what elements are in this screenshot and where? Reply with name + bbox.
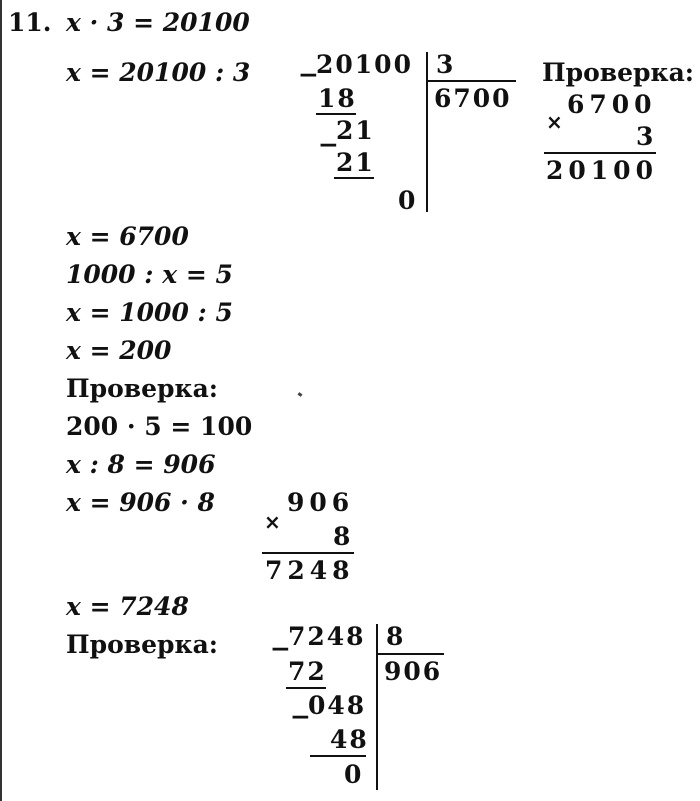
division2-step-3: 48 <box>330 725 369 754</box>
equation-line-9: x : 8 = 906 <box>66 450 216 479</box>
division1-vertical-bar <box>426 52 428 212</box>
equation-line-6: x = 200 <box>66 336 172 365</box>
check1-times-sign: × <box>546 110 563 134</box>
equation-line-11: x = 7248 <box>66 592 189 621</box>
division2-remainder: 0 <box>344 760 362 789</box>
division2-quotient-line <box>376 653 444 655</box>
check1-factor-2: 3 <box>636 122 654 151</box>
division1-minus-1: − <box>298 60 319 89</box>
division2-divisor: 8 <box>386 622 404 651</box>
equation-line-10: x = 906 · 8 <box>66 488 215 517</box>
check1-product: 20100 <box>546 156 658 185</box>
division1-minus-2: − <box>318 130 339 159</box>
mult2-product-line <box>262 552 354 554</box>
division1-underline-2 <box>334 177 374 179</box>
division2-step-1: 72 <box>288 657 327 686</box>
division1-dividend: 20100 <box>316 50 413 79</box>
equation-line-8: 200 · 5 = 100 <box>66 412 253 441</box>
equation-line-3: x = 6700 <box>66 222 189 251</box>
mult2-factor-2: 8 <box>333 522 351 551</box>
division2-minus-2: − <box>290 702 311 731</box>
division2-dividend: 7248 <box>288 622 366 651</box>
mult2-product: 7248 <box>265 556 355 585</box>
check1-factor-1: 6700 <box>567 90 657 119</box>
problem-number: 11. <box>8 8 52 37</box>
division2-step-2: 048 <box>308 691 367 720</box>
equation-line-5: x = 1000 : 5 <box>66 298 233 327</box>
check-label-2: Проверка: <box>66 630 219 659</box>
equation-line-1: x · 3 = 20100 <box>66 8 250 37</box>
mult2-factor-1: 906 <box>287 488 355 517</box>
division1-step-1: 18 <box>318 84 357 113</box>
division2-minus-1: − <box>270 634 291 663</box>
division1-quotient: 6700 <box>434 84 512 113</box>
division1-step-2: 21 <box>336 116 375 145</box>
check-label-1: Проверка: <box>66 374 219 403</box>
division2-underline-2 <box>310 755 366 757</box>
division2-underline-1 <box>286 687 326 689</box>
division1-remainder: 0 <box>398 186 416 215</box>
division1-divisor: 3 <box>436 50 454 79</box>
check1-label: Проверка: <box>542 58 695 87</box>
check1-product-line <box>544 152 656 154</box>
division1-quotient-line <box>426 80 516 82</box>
division2-vertical-bar <box>376 624 378 790</box>
stray-mark <box>298 392 303 397</box>
equation-line-4: 1000 : x = 5 <box>66 260 233 289</box>
mult2-times-sign: × <box>264 510 281 534</box>
division1-underline-1 <box>316 113 356 115</box>
division1-step-3: 21 <box>336 148 375 177</box>
equation-line-2: x = 20100 : 3 <box>66 58 251 87</box>
division2-quotient: 906 <box>384 657 443 686</box>
left-margin-line <box>0 0 2 801</box>
